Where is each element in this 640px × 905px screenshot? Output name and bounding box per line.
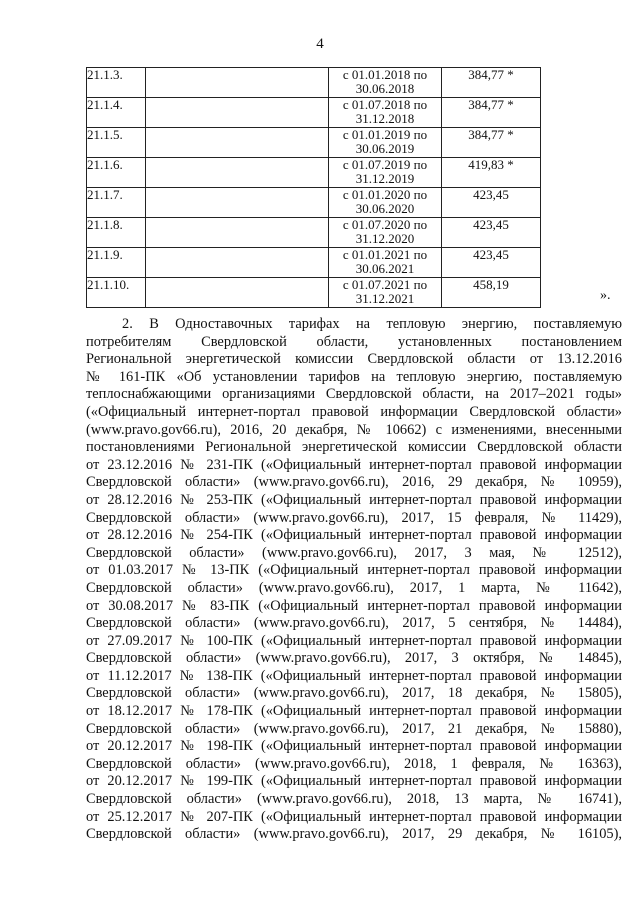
tariff-value-cell: 423,45 <box>442 218 541 248</box>
empty-cell <box>146 218 329 248</box>
tariff-value-cell: 384,77 * <box>442 128 541 158</box>
period-cell: с 01.01.2019 по 30.06.2019 <box>329 128 442 158</box>
paragraph-line: 2. В Одноставочных тарифах на тепловую энергию, поставляемую <box>122 316 622 332</box>
period-cell: с 01.07.2019 по 31.12.2019 <box>329 158 442 188</box>
row-number-cell: 21.1.9. <box>87 248 146 278</box>
paragraph-line: постановлениями Региональной энергетической комиссии Свердловской области <box>86 439 622 456</box>
row-number-cell: 21.1.7. <box>87 188 146 218</box>
tariff-value-cell: 419,83 * <box>442 158 541 188</box>
row-number-cell: 21.1.3. <box>87 68 146 98</box>
empty-cell <box>146 128 329 158</box>
paragraph-line: от 20.12.2017 № 199-ПК («Официальный интернет-портал правовой информации <box>86 773 622 790</box>
row-number-cell: 21.1.6. <box>87 158 146 188</box>
period-cell: с 01.07.2021 по 31.12.2021 <box>329 278 442 308</box>
row-number-cell: 21.1.8. <box>87 218 146 248</box>
empty-cell <box>146 278 329 308</box>
tariff-value-cell: 384,77 * <box>442 68 541 98</box>
closing-quote: ». <box>600 288 611 303</box>
paragraph-line: Свердловской области» (www.pravo.gov66.ru), 2017, 5 сентября, № 14484), <box>86 615 622 632</box>
table-row <box>87 128 541 158</box>
paragraph-line: Свердловской области» (www.pravo.gov66.ru), 2018, 1 февраля, № 16363), <box>86 755 622 772</box>
paragraph-line: от 27.09.2017 № 100-ПК («Официальный интернет-портал правовой информации <box>86 632 622 649</box>
tariff-value-cell: 423,45 <box>442 188 541 218</box>
table-row <box>87 188 541 218</box>
table-row <box>87 98 541 128</box>
paragraph-line: Свердловской области» (www.pravo.gov66.ru), 2017, 3 октября, № 14845), <box>86 650 622 667</box>
paragraph-line: Региональной энергетической комиссии Свердловской области от 13.12.2016 <box>86 351 622 368</box>
paragraph-line: Свердловской области» (www.pravo.gov66.ru), 2016, 29 декабря, № 10959), <box>86 474 622 491</box>
period-cell: с 01.01.2018 по 30.06.2018 <box>329 68 442 98</box>
paragraph-line: Свердловской области» (www.pravo.gov66.ru), 2017, 15 февраля, № 11429), <box>86 509 622 526</box>
paragraph-line: от 18.12.2017 № 178-ПК («Официальный интернет-портал правовой информации <box>86 703 622 720</box>
paragraph-line: от 25.12.2017 № 207-ПК («Официальный интернет-портал правовой информации <box>86 808 622 825</box>
paragraph-line: Свердловской области» (www.pravo.gov66.ru), 2018, 13 марта, № 16741), <box>86 791 622 808</box>
paragraph-line: от 20.12.2017 № 198-ПК («Официальный интернет-портал правовой информации <box>86 738 622 755</box>
period-cell: с 01.07.2018 по 31.12.2018 <box>329 98 442 128</box>
empty-cell <box>146 68 329 98</box>
paragraph-line: Свердловской области» (www.pravo.gov66.ru), 2017, 21 декабря, № 15880), <box>86 720 622 737</box>
table-row <box>87 248 541 278</box>
page-number: 4 <box>316 36 324 52</box>
empty-cell <box>146 188 329 218</box>
amendment-paragraph <box>86 316 622 844</box>
row-number-cell: 21.1.5. <box>87 128 146 158</box>
paragraph-line: Свердловской области» (www.pravo.gov66.ru), 2017, 1 марта, № 11642), <box>86 579 622 596</box>
paragraph-line: Свердловской области» (www.pravo.gov66.ru), 2017, 3 мая, № 12512), <box>86 544 622 561</box>
paragraph-line: от 23.12.2016 № 231-ПК («Официальный интернет-портал правовой информации <box>86 456 622 473</box>
paragraph-line: (www.pravo.gov66.ru), 2016, 20 декабря, № 10662) с изменениями, внесенными <box>86 421 622 438</box>
table-row <box>87 68 541 98</box>
row-number-cell: 21.1.4. <box>87 98 146 128</box>
empty-cell <box>146 98 329 128</box>
paragraph-line: от 11.12.2017 № 138-ПК («Официальный интернет-портал правовой информации <box>86 667 622 684</box>
table-row <box>87 158 541 188</box>
paragraph-line: № 161-ПК «Об установлении тарифов на тепловую энергию, поставляемую <box>86 368 622 385</box>
period-cell: с 01.01.2021 по 30.06.2021 <box>329 248 442 278</box>
paragraph-line: от 30.08.2017 № 83-ПК («Официальный интернет-портал правовой информации <box>86 597 622 614</box>
table-row <box>87 278 541 308</box>
empty-cell <box>146 158 329 188</box>
tariff-value-cell: 458,19 <box>442 278 541 308</box>
paragraph-line: теплоснабжающими организациями Свердловской области, на 2017–2021 годы» <box>86 386 622 403</box>
paragraph-line: Свердловской области» (www.pravo.gov66.ru), 2017, 18 декабря, № 15805), <box>86 685 622 702</box>
tariff-value-cell: 384,77 * <box>442 98 541 128</box>
period-cell: с 01.07.2020 по 31.12.2020 <box>329 218 442 248</box>
paragraph-line: Свердловской области» (www.pravo.gov66.ru), 2017, 29 декабря, № 16105), <box>86 826 622 843</box>
paragraph-line: от 01.03.2017 № 13-ПК («Официальный интернет-портал правовой информации <box>86 562 622 579</box>
table-row <box>87 218 541 248</box>
paragraph-line: («Официальный интернет-портал правовой информации Свердловской области» <box>86 403 622 420</box>
paragraph-line: от 28.12.2016 № 253-ПК («Официальный интернет-портал правовой информации <box>86 491 622 508</box>
tariff-value-cell: 423,45 <box>442 248 541 278</box>
tariff-table <box>86 67 541 308</box>
empty-cell <box>146 248 329 278</box>
period-cell: с 01.01.2020 по 30.06.2020 <box>329 188 442 218</box>
paragraph-line: потребителям Свердловской области, установленных постановлением <box>86 333 622 350</box>
row-number-cell: 21.1.10. <box>87 278 146 308</box>
paragraph-line: от 28.12.2016 № 254-ПК («Официальный интернет-портал правовой информации <box>86 527 622 544</box>
